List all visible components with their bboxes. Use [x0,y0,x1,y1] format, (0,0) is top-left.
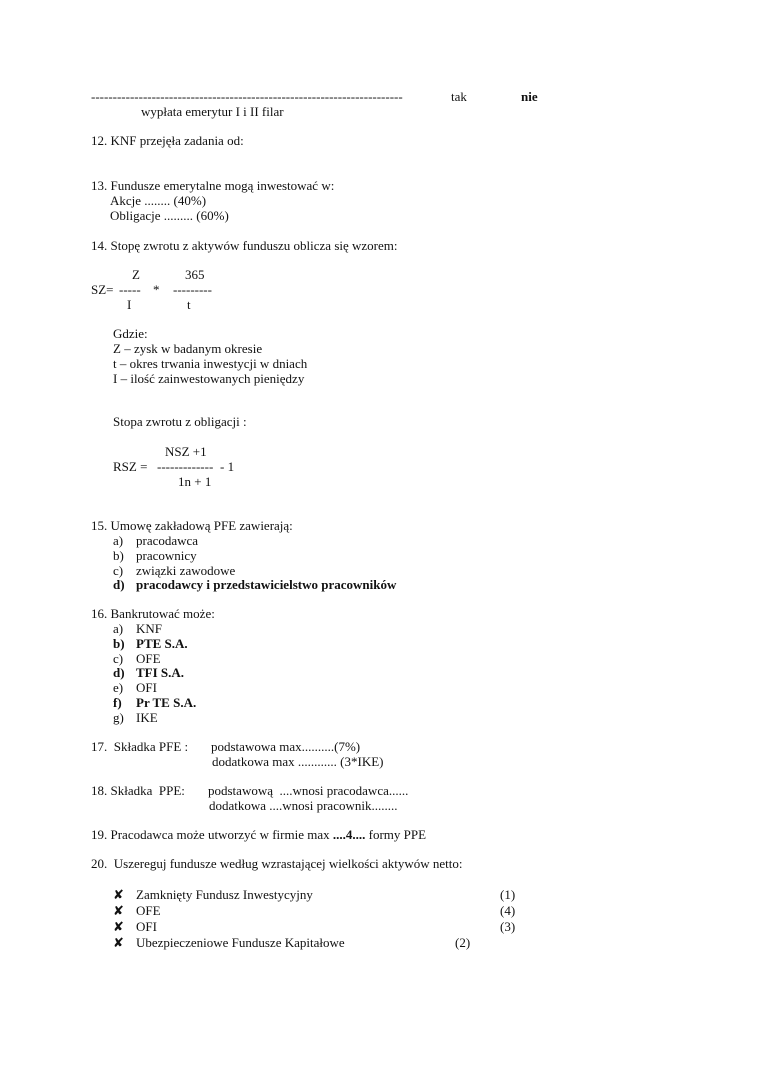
subtitle: wypłata emerytur I i II filar [141,104,284,119]
fund-rank: (4) [500,903,516,918]
q18-line: podstawową ....wnosi pracodawca...... [208,783,409,798]
x-mark-icon: ✘ [113,903,124,918]
option-label: OFE [136,651,161,666]
option-letter: a) [113,621,124,636]
question-20: 20. Uszereguj fundusze według wzrastającej wielkości aktywów netto: [91,856,463,871]
question-13: 13. Fundusze emerytalne mogą inwestować w: [91,178,335,193]
option-label: pracodawca [136,533,199,548]
fraction-bar: ------------- [157,459,214,474]
question-12: 12. KNF przejęła zadania od: [91,133,244,148]
question-19 [91,827,426,842]
option-letter: b) [113,636,125,651]
formula-lhs: SZ= [91,282,114,297]
option-label: Pr TE S.A. [136,695,197,710]
option-label: związki zawodowe [136,563,236,578]
q19-answer: ....4.... [332,827,366,842]
option-letter: g) [113,710,124,725]
q18-line: dodatkowa ....wnosi pracownik........ [209,798,398,813]
answer-tak: tak [451,89,467,104]
q19-text: 19. Pracodawca może utworzyć w firmie max [91,827,333,842]
fund-name: OFE [136,903,161,918]
option-letter: f) [113,695,122,710]
formula-denominator: I [127,297,132,312]
answer-nie: nie [521,89,538,104]
formula-operator: * [153,282,160,297]
fraction-bar: --------- [173,282,212,297]
fund-name: Ubezpieczeniowe Fundusze Kapitałowe [136,935,345,950]
where-item: Z – zysk w badanym okresie [113,341,263,356]
fund-rank: (1) [500,887,516,902]
option-letter: e) [113,680,124,695]
formula-lhs: RSZ = [113,459,148,474]
option-label: OFI [136,680,157,695]
question-15: 15. Umowę zakładową PFE zawierają: [91,518,293,533]
question-14: 14. Stopę zwrotu z aktywów funduszu oblicza się wzorem: [91,238,398,253]
x-mark-icon: ✘ [113,919,124,934]
option-label: IKE [136,710,158,725]
option-label: PTE S.A. [136,636,188,651]
q13-line: Obligacje ......... (60%) [110,208,229,223]
formula-numerator: 365 [185,267,205,282]
bond-label: Stopa zwrotu z obligacji : [113,414,247,429]
option-letter: d) [113,577,125,592]
x-mark-icon: ✘ [113,935,124,950]
option-letter: b) [113,548,124,563]
option-label: pracodawcy i przedstawicielstwo pracowników [136,577,397,592]
question-16: 16. Bankrutować może: [91,606,215,621]
option-label: pracownicy [136,548,197,563]
where-item: I – ilość zainwestowanych pieniędzy [113,371,305,386]
formula-denominator: 1n + 1 [178,474,212,489]
option-letter: a) [113,533,124,548]
q17-line: dodatkowa max ............ (3*IKE) [212,754,384,769]
question-17: 17. Składka PFE : [91,739,189,754]
fund-name: Zamknięty Fundusz Inwestycyjny [136,887,313,902]
q19-text: formy PPE [365,827,427,842]
option-letter: c) [113,563,124,578]
x-mark-icon: ✘ [113,887,124,902]
option-letter: d) [113,665,125,680]
option-letter: c) [113,651,124,666]
formula-numerator: NSZ +1 [165,444,207,459]
where-item: t – okres trwania inwestycji w dniach [113,356,308,371]
where-label: Gdzie: [113,326,148,341]
dashed-line: ------------------------------------------------------------------------ [91,89,403,104]
fraction-bar: ----- [119,282,141,297]
formula-tail: - 1 [220,459,235,474]
fund-name: OFI [136,919,157,934]
q17-line: podstawowa max..........(7%) [211,739,361,754]
fund-rank: (2) [455,935,471,950]
formula-numerator: Z [132,267,140,282]
question-18: 18. Składka PPE: [91,783,185,798]
q13-line: Akcje ........ (40%) [110,193,207,208]
option-label: KNF [136,621,163,636]
option-label: TFI S.A. [136,665,185,680]
fund-rank: (3) [500,919,516,934]
formula-denominator: t [187,297,191,312]
